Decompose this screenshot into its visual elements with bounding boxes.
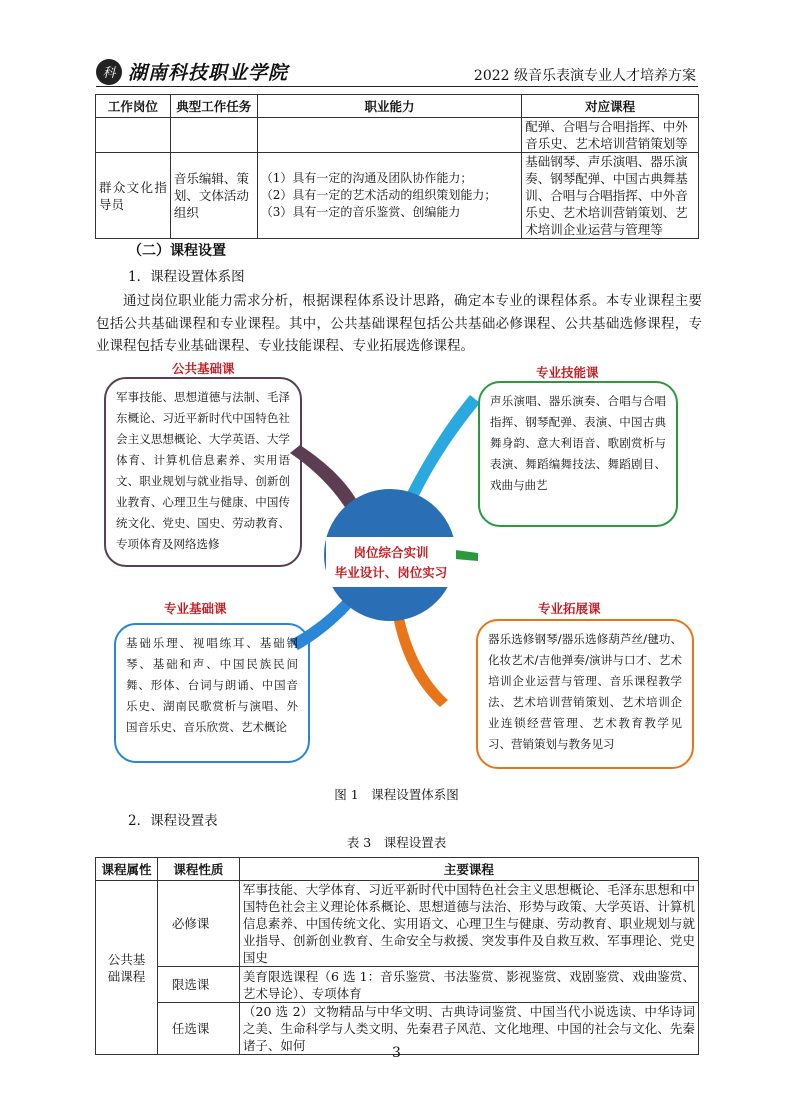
cell-courses: 基础钢琴、声乐演唱、器乐演奏、钢琴配弹、中国古典舞基训、合唱与合唱指挥、中外音乐史、艺术培训营销策划、艺术培训企业运营与管理等 — [522, 153, 699, 239]
table-caption: 表 3 课程设置表 — [346, 835, 447, 850]
header-courses: 对应课程 — [522, 95, 699, 118]
basic-course-title: 专业基础课 — [164, 601, 227, 616]
cell-nature: 必修课 — [157, 881, 239, 967]
table-row — [96, 967, 699, 1003]
public-course-title: 公共基础课 — [172, 361, 235, 376]
table-row — [96, 153, 699, 239]
header-post: 工作岗位 — [96, 95, 171, 118]
table-row — [96, 118, 699, 153]
school-name-calligraphy: 湖南科技职业学院 — [128, 62, 289, 84]
center-node-label — [326, 543, 456, 583]
branch-right — [455, 550, 478, 561]
basic-course-box: 基础乐理、视唱练耳、基础钢琴、基础和声、中国民族民间舞、形体、台词与朗诵、中国音乐史、湖南民歌赏析与演唱、外国音乐史、音乐欣赏、艺术概论 — [114, 623, 310, 763]
header-task: 典型工作任务 — [170, 95, 257, 118]
table-header-row — [96, 858, 699, 881]
job-ability-table — [95, 94, 699, 239]
public-course-box: 军事技能、思想道德与法制、毛泽东概论、习近平新时代中国特色社会主义思想概论、大学英语、大学体育、计算机信息素养、实用语文、职业规划与就业指导、创新创业教育、心理卫生与健康、中国传统文化、党史、国史、劳动教育、专项体育及网络选修 — [104, 377, 302, 567]
cell-courses: 美育限选课程（6 选 1：音乐鉴赏、书法鉴赏、影视鉴赏、戏剧鉴赏、戏曲鉴赏、艺术导论）、专项体育 — [239, 967, 698, 1003]
school-seal-icon: 科 — [96, 59, 122, 85]
cell-courses: 配弹、合唱与合唱指挥、中外音乐史、艺术培训营销策划等 — [522, 118, 699, 153]
section-heading: （二）课程设置 — [128, 243, 226, 259]
cell-courses: （20 选 2）文物精品与中华文明、古典诗词鉴赏、中国当代小说选读、中华诗词之美、生命科学与人类文明、先秦君子风范、文化地理、中国的社会与文化、先秦诸子、如何 — [239, 1003, 698, 1055]
header-attr: 课程属性 — [96, 858, 158, 881]
table-row — [96, 881, 699, 967]
cell-post — [96, 118, 171, 153]
ability-line: （1）具有一定的沟通及团队协作能力； — [260, 171, 473, 185]
figure-caption: 图 1 课程设置体系图 — [334, 787, 459, 802]
page-number: 3 — [392, 1045, 401, 1061]
cell-ability — [257, 153, 522, 239]
ext-course-title: 专业拓展课 — [538, 601, 601, 616]
document-title: 2022 级音乐表演专业人才培养方案 — [473, 68, 696, 84]
ability-line: （3）具有一定的音乐鉴赏、创编能力 — [260, 205, 461, 219]
cell-courses: 军事技能、大学体育、习近平新时代中国特色社会主义思想概论、毛泽东思想和中国特色社会主义理论体系概论、思想道德与法治、形势与政策、大学英语、计算机信息素养、中国传统文化、实用语文、心理卫生与健康、劳动教育、职业规划与就业指导、创新创业教育、生命安全与救援、突发事件及自救互救、军事理论、党史国史 — [239, 881, 698, 967]
header-nature: 课程性质 — [157, 858, 239, 881]
cell-nature: 限选课 — [157, 967, 239, 1003]
subsection-heading: 1．课程设置体系图 — [128, 269, 245, 285]
center-label-line1: 岗位综合实训 — [353, 545, 429, 560]
cell-nature: 任选课 — [157, 1003, 239, 1055]
skill-course-title: 专业技能课 — [536, 365, 599, 380]
ext-course-box: 器乐选修钢琴/器乐选修葫芦丝/毽功、化妆艺术/吉他弹奏/演讲与口才、艺术培训企业运营与管理、音乐课程教学法、艺术培训营销策划、艺术培训企业连锁经营管理、艺术教育教学见习、营销策划与教务见习 — [476, 619, 694, 769]
course-system-mindmap — [0, 355, 793, 780]
ability-line: （2）具有一定的艺术活动的组织策划能力； — [260, 188, 497, 202]
center-label-line2: 毕业设计、岗位实习 — [334, 565, 448, 580]
subsection-heading: 2．课程设置表 — [128, 813, 218, 829]
cell-ability — [257, 118, 522, 153]
header-ability: 职业能力 — [257, 95, 522, 118]
header-main-courses: 主要课程 — [239, 858, 698, 881]
cell-post: 群众文化指导员 — [96, 153, 171, 239]
table-header-row — [96, 95, 699, 118]
cell-attr: 公共基础课程 — [96, 881, 158, 1055]
skill-course-box: 声乐演唱、器乐演奏、合唱与合唱指挥、钢琴配弹、表演、中国古典舞身韵、意大利语音、歌剧赏析与表演、舞蹈编舞技法、舞蹈剧目、戏曲与曲艺 — [478, 381, 678, 527]
course-setting-table — [95, 857, 699, 1055]
intro-paragraph: 通过岗位职业能力需求分析，根据课程体系设计思路，确定本专业的课程体系。本专业课程主要包括公共基础课程和专业课程。其中，公共基础课程包括公共基础必修课程、公共基础选修课程，专业课程包括专业基础课程、专业技能课程、专业拓展选修课程。 — [96, 293, 702, 354]
cell-task — [170, 118, 257, 153]
cell-task: 音乐编辑、策划、文体活动组织 — [170, 153, 257, 239]
page-header — [96, 56, 698, 87]
school-logo — [96, 58, 288, 85]
